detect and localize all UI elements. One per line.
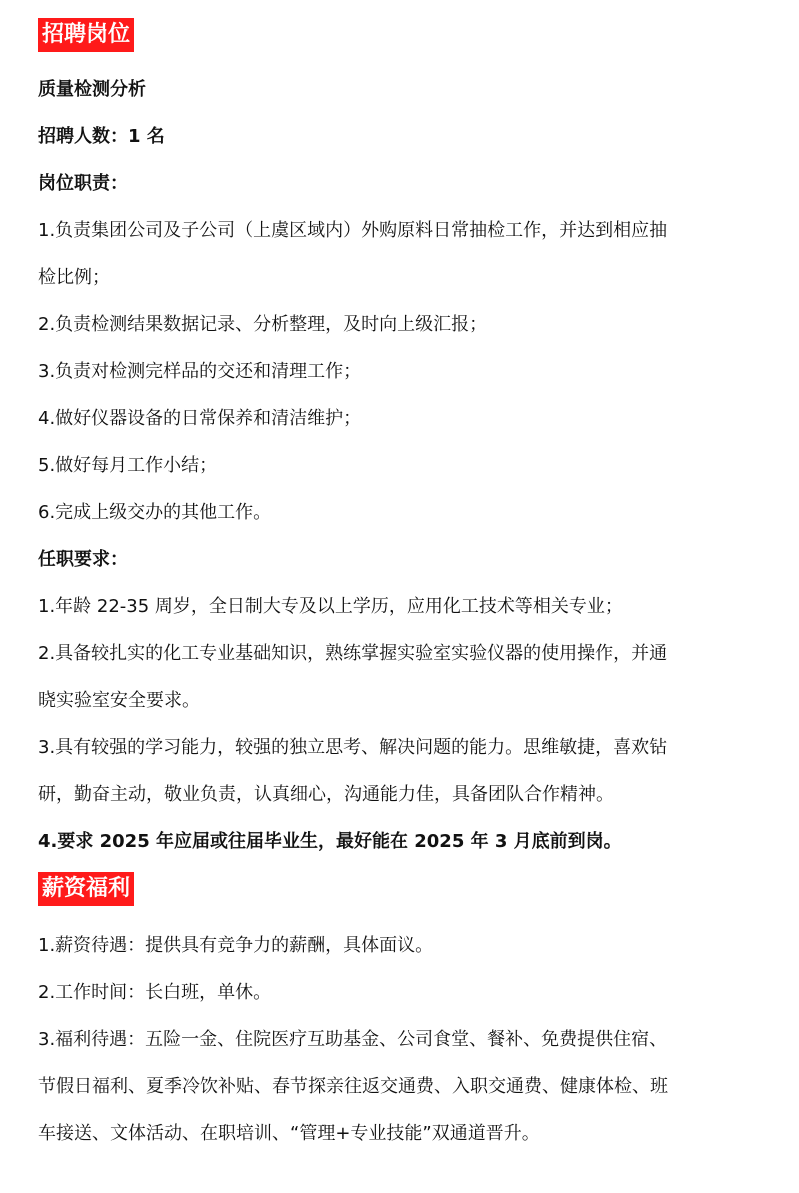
duty-item <box>38 217 667 245</box>
requirement-text: 2.具备较扎实的化工专业基础知识，熟练掌握实验室实验仪器的使用操作，并通 <box>38 643 668 664</box>
duty-text: 5.做好每月工作小结； <box>38 455 218 476</box>
headcount: 招聘人数：1 名 <box>38 126 165 147</box>
duties-heading: 岗位职责： <box>38 173 128 194</box>
requirement-graduation: 4.要求 2025 年应届或往届毕业生，最好能在 2025 年 3 月底前到岗。 <box>38 831 622 852</box>
requirement-item <box>38 734 667 762</box>
benefit-text: 节假日福利、夏季冷饮补贴、春节探亲往返交通费、入职交通费、健康体检、班 <box>38 1076 668 1097</box>
requirement-text: 晓实验室安全要求。 <box>38 690 200 711</box>
benefit-item-continued <box>38 1120 540 1148</box>
duty-item <box>38 499 271 527</box>
duty-text: 4.做好仪器设备的日常保养和清洁维护； <box>38 408 362 429</box>
benefit-item-continued <box>38 1073 668 1101</box>
benefit-item <box>38 932 433 960</box>
duty-item <box>38 311 487 339</box>
duty-item <box>38 405 361 433</box>
requirement-text: 3.具有较强的学习能力，较强的独立思考、解决问题的能力。思维敏捷，喜欢钻 <box>38 737 668 758</box>
duty-text: 检比例； <box>38 267 110 288</box>
section-badge-recruitment: 招聘岗位 <box>38 18 134 52</box>
benefit-item <box>38 1026 667 1054</box>
requirement-item <box>38 640 667 668</box>
requirement-text: 1.年龄 22-35 周岁，全日制大专及以上学历，应用化工技术等相关专业； <box>38 596 623 617</box>
requirement-item-continued <box>38 781 614 809</box>
duty-text: 2.负责检测结果数据记录、分析整理，及时向上级汇报； <box>38 314 488 335</box>
duty-item <box>38 452 217 480</box>
section-badge-benefits: 薪资福利 <box>38 872 134 906</box>
duty-item-continued <box>38 264 110 292</box>
duty-item <box>38 358 361 386</box>
requirement-item-continued <box>38 687 200 715</box>
benefit-text: 1.薪资待遇：提供具有竞争力的薪酬，具体面议。 <box>38 935 434 956</box>
benefit-text: 2.工作时间：长白班，单休。 <box>38 982 272 1003</box>
requirements-heading: 任职要求： <box>38 549 128 570</box>
benefit-text: 3.福利待遇：五险一金、住院医疗互助基金、公司食堂、餐补、免费提供住宿、 <box>38 1029 668 1050</box>
benefit-text: 车接送、文体活动、在职培训、“管理+专业技能”双通道晋升。 <box>38 1123 540 1144</box>
benefit-item <box>38 979 271 1007</box>
requirement-item <box>38 593 623 621</box>
duty-text: 6.完成上级交办的其他工作。 <box>38 502 272 523</box>
duty-text: 3.负责对检测完样品的交还和清理工作； <box>38 361 362 382</box>
job-title: 质量检测分析 <box>38 79 146 100</box>
requirement-text: 研，勤奋主动，敬业负责，认真细心，沟通能力佳，具备团队合作精神。 <box>38 784 614 805</box>
duty-text: 1.负责集团公司及子公司（上虞区域内）外购原料日常抽检工作，并达到相应抽 <box>38 220 668 241</box>
